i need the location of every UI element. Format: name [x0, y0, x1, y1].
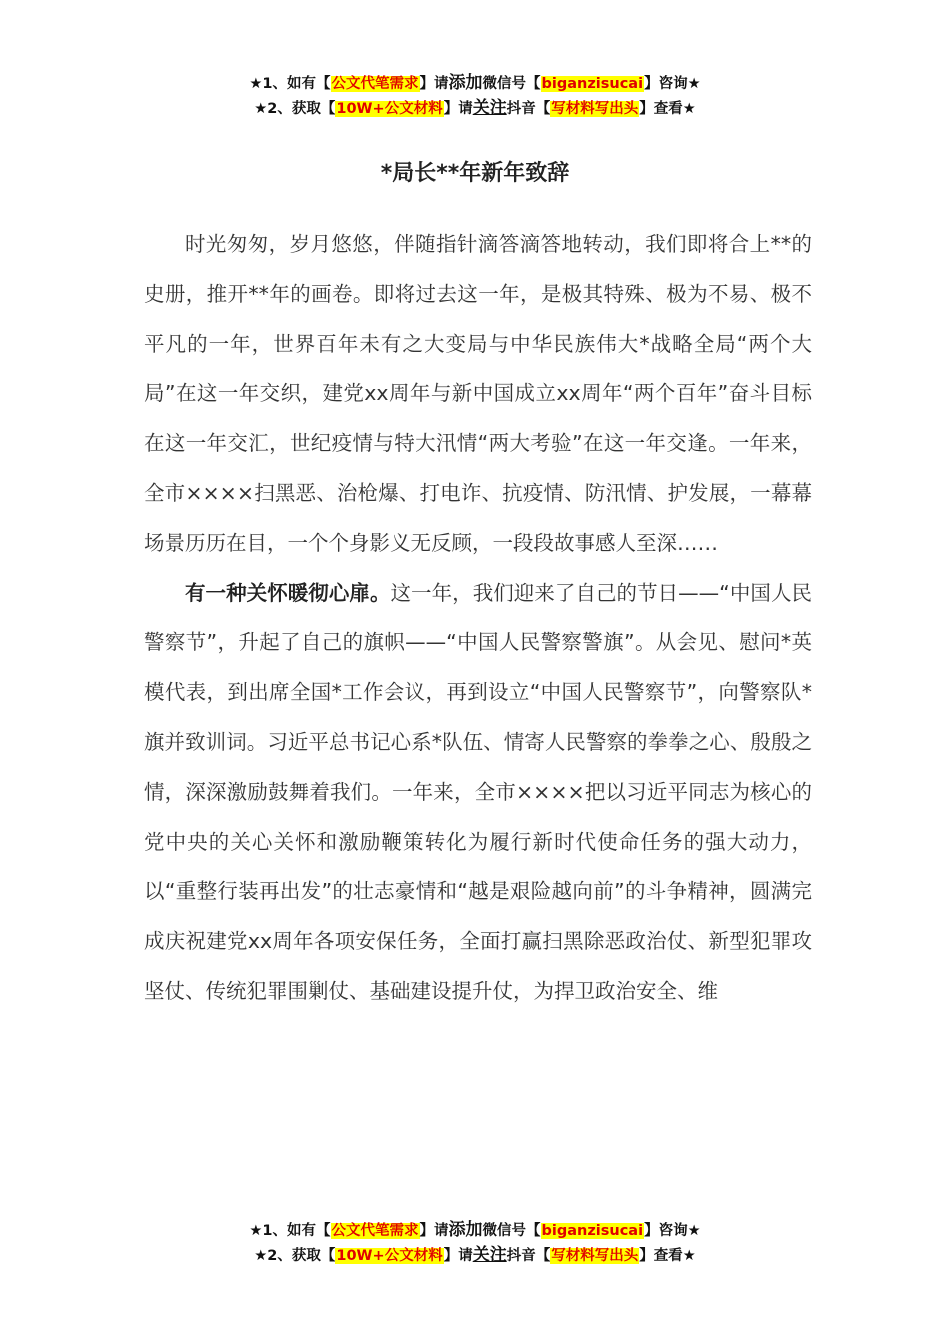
banner-text: 】查看★ [639, 101, 696, 117]
banner-text: ★1、如有【 [249, 76, 331, 92]
paragraph-1: 时光匆匆，岁月悠悠，伴随指针滴答滴答地转动，我们即将合上**的史册，推开**年的画卷。即将过去这一年，是极其特殊、极为不易、极不平凡的一年，世界百年未有之大变局与中华民族伟大*战略全局“两个大局”在这一年交织，建党xx周年与新中国成立xx周年“两个百年”奋斗目标在这一年交汇，世纪疫情与特大汛情“两大考验”在这一年交逢。一年来，全市××××扫黑恶、治枪爆、打电诈、抗疫情、防汛情、护发展，一幕幕场景历历在目，一个个身影义无反顾，一段段故事感人至深…… [144, 232, 812, 555]
banner-text: ★2、获取【 [254, 1248, 336, 1264]
banner-text: 抖音【 [506, 101, 551, 117]
banner-line-1 [0, 1218, 950, 1243]
banner-line-2 [0, 1243, 950, 1268]
document-body [144, 220, 812, 1017]
banner-highlight: 10W+公文材料 [336, 1248, 443, 1264]
banner-line-1 [0, 71, 950, 96]
banner-highlight: biganzisucai [541, 76, 644, 92]
banner-emphasis: 关注 [472, 1245, 507, 1265]
banner-emphasis: 添加 [448, 73, 483, 93]
banner-text: ★1、如有【 [249, 1223, 331, 1239]
paragraph-2 [144, 569, 812, 1017]
banner-text: 微信号【 [482, 1223, 541, 1239]
banner-highlight: 10W+公文材料 [336, 101, 443, 117]
banner-text: 】请 [419, 1223, 449, 1239]
banner-text: ★2、获取【 [254, 101, 336, 117]
document-title: *局长**年新年致辞 [380, 161, 570, 186]
banner-text: 】咨询★ [644, 76, 701, 92]
banner-text: 】请 [419, 76, 449, 92]
banner-text: 】查看★ [639, 1248, 696, 1264]
banner-text: 抖音【 [506, 1248, 551, 1264]
banner-emphasis: 关注 [472, 98, 507, 118]
paragraph-2-text: 这一年，我们迎来了自己的节日——“中国人民警察节”，升起了自己的旗帜——“中国人民警察警旗”。从会见、慰问*英模代表，到出席全国*工作会议，再到设立“中国人民警察节”，向警察队*旗并致训词。习近平总书记心系*队伍、情寄人民警察的拳拳之心、殷殷之情，深深激励鼓舞着我们。一年来，全市××××把以习近平同志为核心的党中央的关心关怀和激励鞭策转化为履行新时代使命任务的强大动力，以“重整行装再出发”的壮志豪情和“越是艰险越向前”的斗争精神，圆满完成庆祝建党xx周年各项安保任务，全面打赢扫黑除恶政治仗、新型犯罪攻坚仗、传统犯罪围剿仗、基础建设提升仗，为捍卫政治安全、维 [144, 580, 813, 1003]
banner-highlight: 写材料写出头 [551, 101, 639, 117]
banner-highlight: 公文代笔需求 [331, 76, 419, 92]
banner-line-2 [0, 96, 950, 121]
banner-text: 微信号【 [482, 76, 541, 92]
footer-banner [0, 1218, 950, 1268]
banner-highlight: biganzisucai [541, 1223, 644, 1239]
paragraph-2-lead: 有一种关怀暖彻心扉。 [185, 580, 391, 605]
banner-highlight: 公文代笔需求 [331, 1223, 419, 1239]
header-banner [0, 71, 950, 121]
banner-text: 】请 [443, 1248, 473, 1264]
banner-text: 】咨询★ [644, 1223, 701, 1239]
banner-text: 】请 [443, 101, 473, 117]
banner-emphasis: 添加 [448, 1220, 483, 1240]
banner-highlight: 写材料写出头 [551, 1248, 639, 1264]
